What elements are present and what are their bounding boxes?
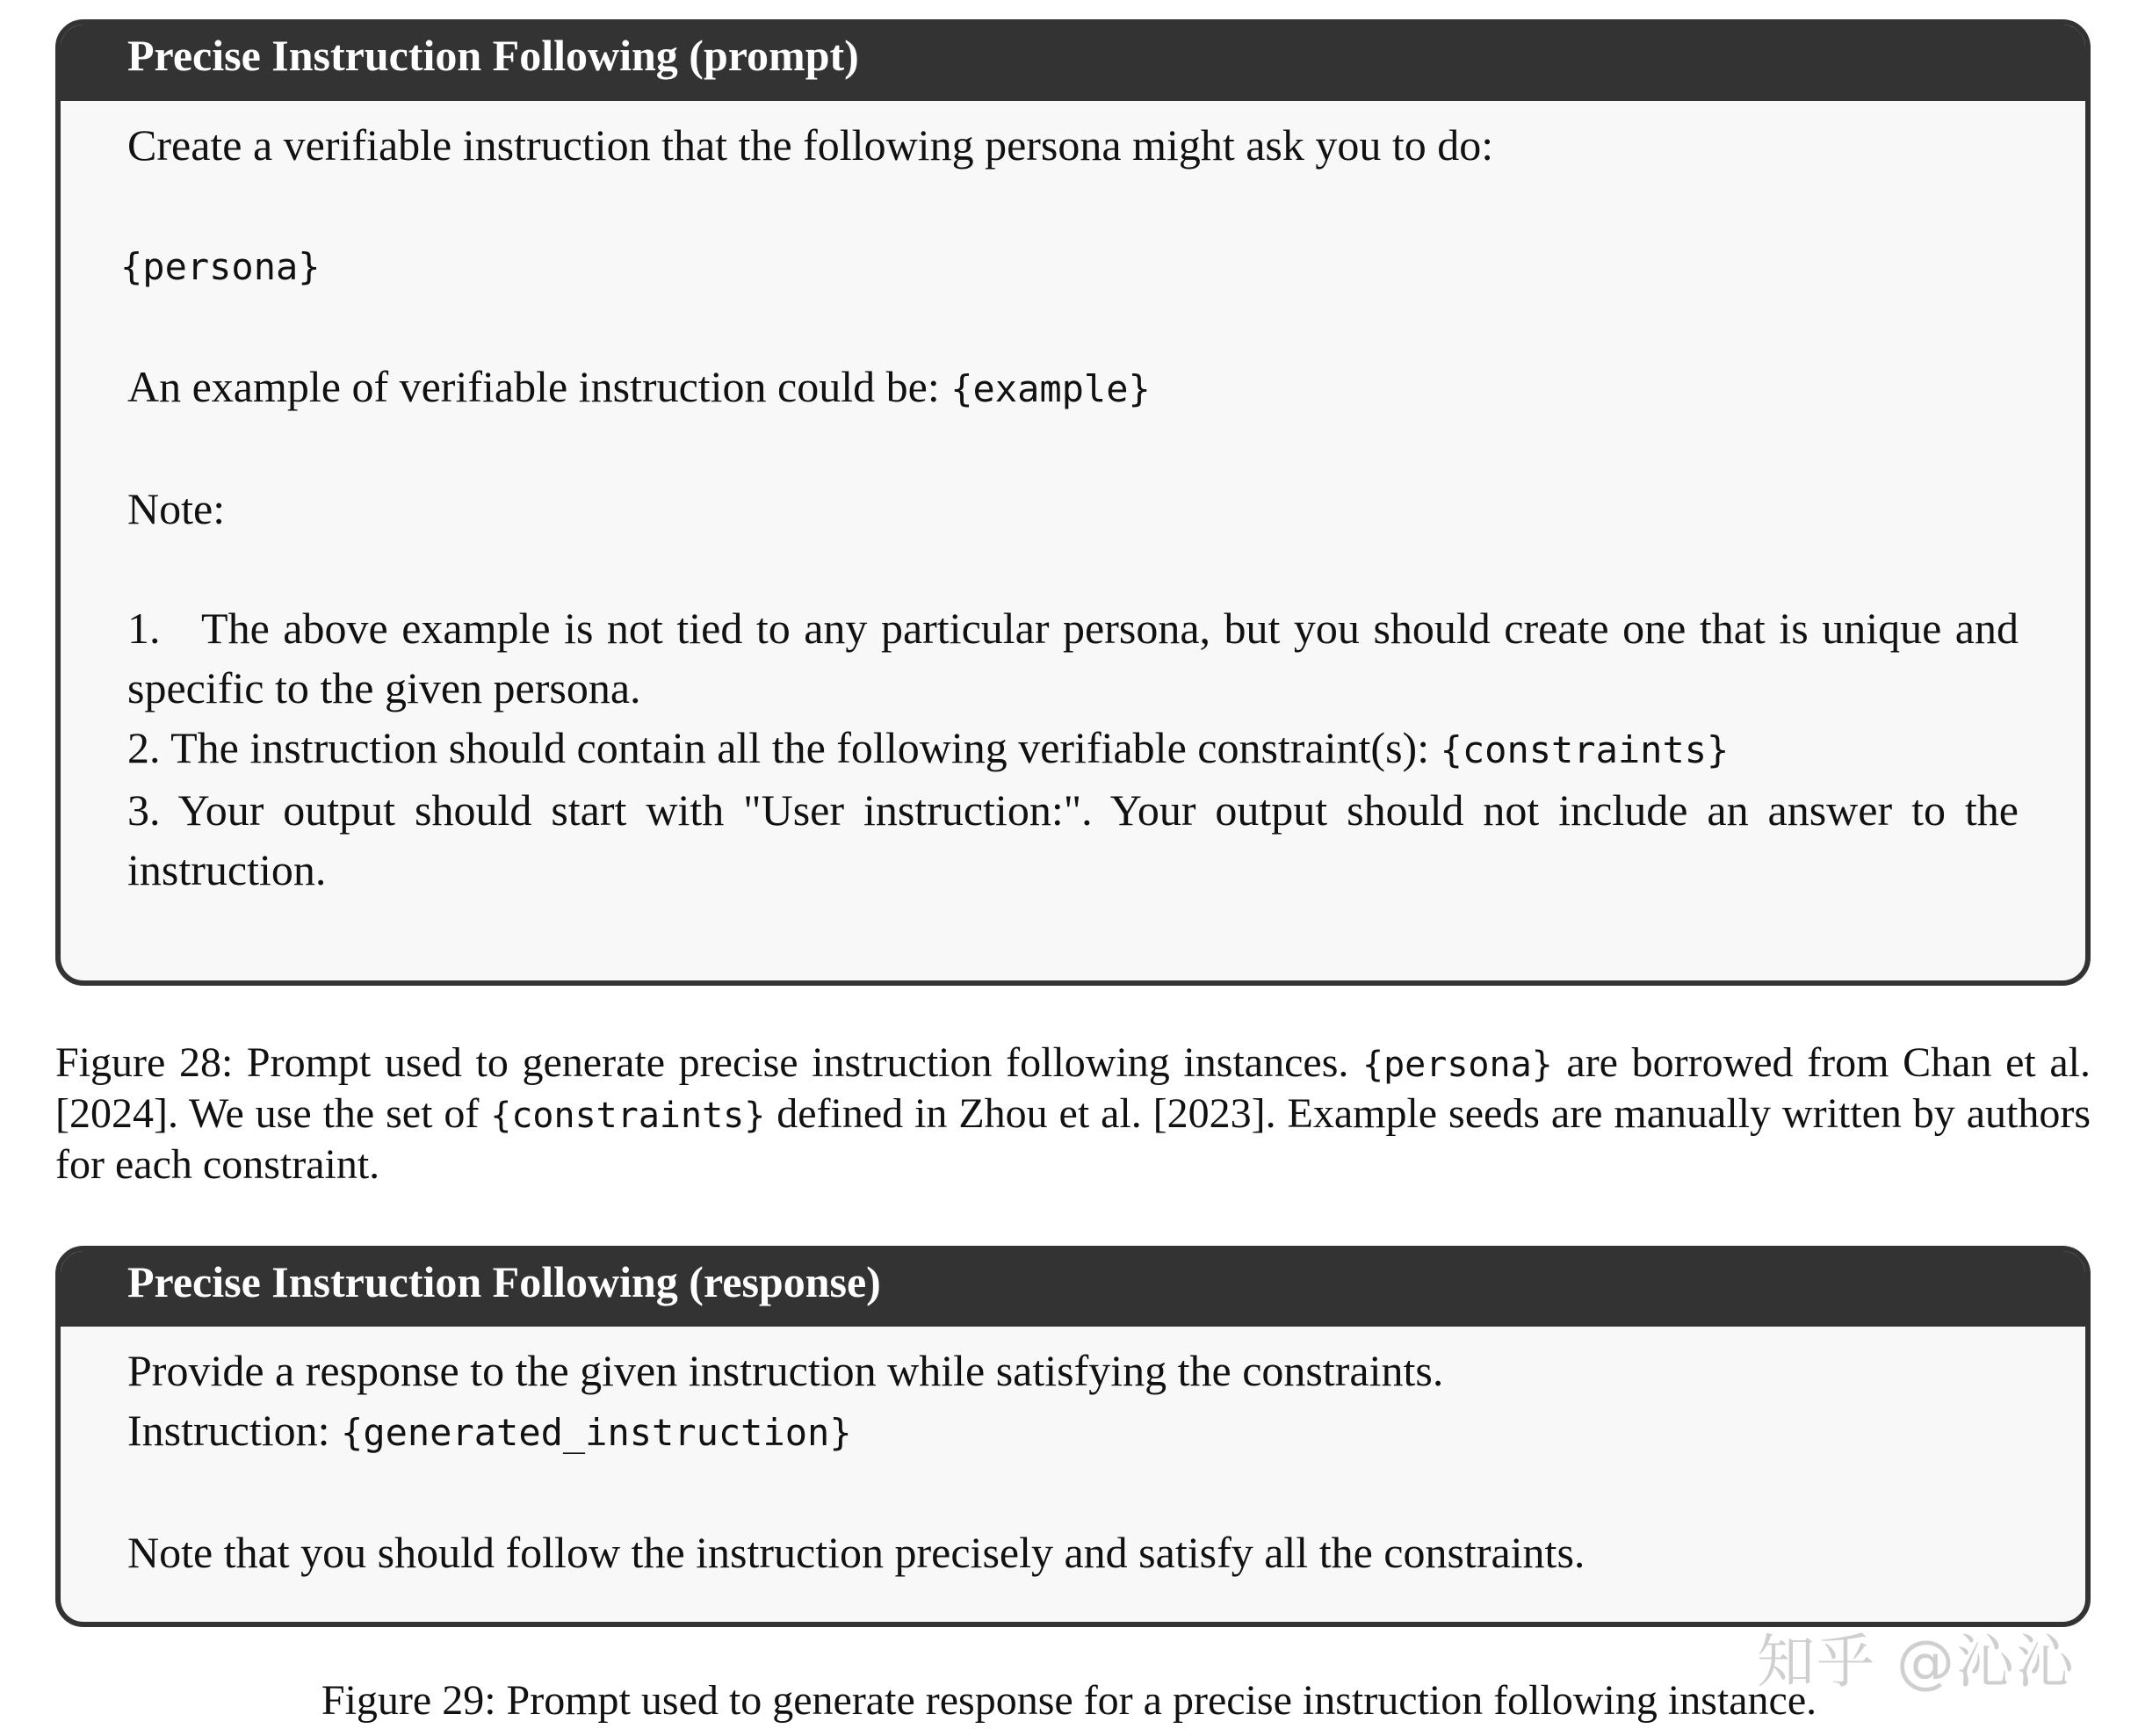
instruction-line	[127, 1400, 2019, 1463]
prompt-box	[55, 19, 2091, 986]
persona-placeholder-line	[120, 235, 2019, 297]
response-intro-text: Provide a response to the given instruction while satisfying the constraints.	[127, 1346, 1444, 1395]
note-item-1-number: 1.	[127, 604, 161, 653]
watermark-text: 知乎 @沁沁	[1757, 1628, 2076, 1696]
prompt-box-body	[61, 115, 2085, 900]
response-box	[55, 1246, 2091, 1627]
figure-28-caption	[55, 1038, 2091, 1190]
persona-placeholder: {persona}	[120, 245, 321, 288]
response-note-text: Note that you should follow the instruction precisely and satisfy all the constraints.	[127, 1528, 1585, 1577]
note-label	[127, 479, 2019, 539]
example-line	[127, 357, 2019, 419]
note-item-2-text: 2. The instruction should contain all the following verifiable constraint(s):	[127, 723, 1441, 772]
response-note	[127, 1523, 2019, 1582]
prompt-intro-text: Create a verifiable instruction that the following persona might ask you to do:	[127, 120, 1494, 170]
note-item-2	[127, 718, 2019, 780]
note-item-1-text: The above example is not tied to any particular persona, but you should create one that is unique and specific to the given persona.	[127, 604, 2019, 712]
prompt-box-title: Precise Instruction Following (prompt)	[127, 31, 859, 80]
constraints-placeholder: {constraints}	[1440, 728, 1730, 771]
caption1-persona: {persona}	[1362, 1045, 1553, 1085]
prompt-box-header	[61, 25, 2085, 101]
response-box-title: Precise Instruction Following (response)	[127, 1257, 881, 1306]
response-box-header	[61, 1251, 2085, 1327]
caption1-prefix: Figure 28: Prompt used to generate precise instruction following instances.	[55, 1039, 1363, 1086]
instruction-prefix: Instruction:	[127, 1406, 342, 1455]
response-box-body	[61, 1341, 2085, 1582]
example-prefix: An example of verifiable instruction could be:	[127, 362, 951, 411]
caption1-middle: are borrowed from Chan et al. [2024]. We use the set of	[55, 1039, 2091, 1137]
response-intro	[127, 1341, 2019, 1400]
note-item-1	[127, 598, 2019, 718]
note-item-3-text: 3. Your output should start with "User instruction:". Your output should not include an answer to the instruction.	[127, 785, 2019, 894]
example-placeholder: {example}	[950, 367, 1151, 410]
caption1-constraints: {constraints}	[490, 1096, 766, 1136]
note-label-text: Note:	[127, 484, 226, 533]
generated-instruction-placeholder: {generated_instruction}	[341, 1411, 852, 1454]
note-item-3	[127, 780, 2019, 900]
prompt-intro	[127, 115, 2019, 175]
figure-29-caption	[0, 1676, 2138, 1725]
caption2-text: Figure 29: Prompt used to generate response for a precise instruction following instance.	[321, 1677, 1817, 1724]
caption1-suffix: defined in Zhou et al. [2023]. Example seeds are manually written by authors for each constraint.	[55, 1090, 2091, 1188]
